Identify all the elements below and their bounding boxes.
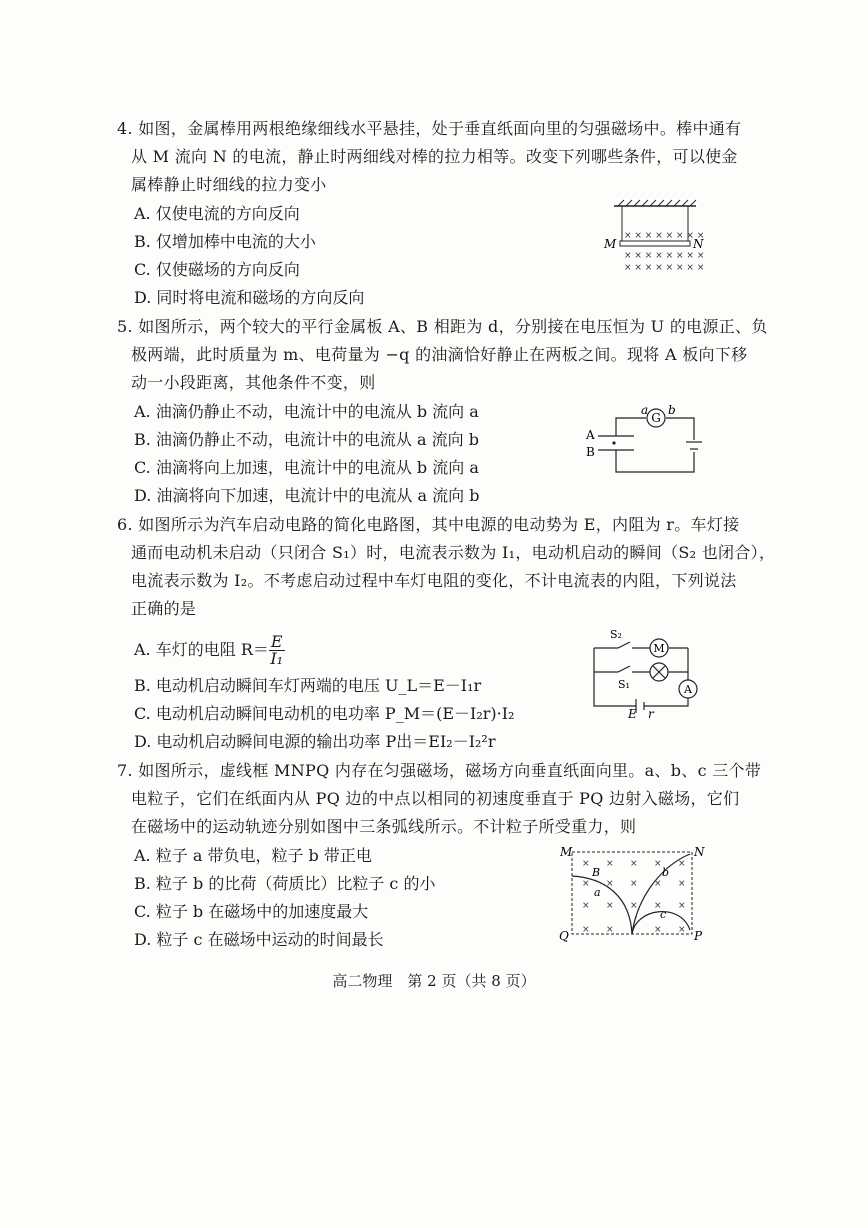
q4-line-1: 4. 如图，金属棒用两根绝缘细线水平悬挂，处于垂直纸面向里的匀强磁场中。棒中通有	[117, 119, 742, 138]
q7-figure-label-m: M	[560, 845, 573, 859]
svg-text:×: ×	[678, 879, 686, 889]
svg-text:×: ×	[606, 879, 614, 889]
q7-line-3: 在磁场中的运动轨迹分别如图中三条弧线所示。不计粒子所受重力，则	[131, 817, 637, 836]
q5-option-d: D. 油滴将向下加速，电流计中的电流从 a 流向 b	[134, 486, 480, 505]
q5-figure-label-a: a	[641, 403, 649, 417]
q5-figure-label-b: b	[668, 403, 676, 417]
q5-line-2: 极两端，此时质量为 m、电荷量为 −q 的油滴恰好静止在两板之间。现将 A 板向下移	[131, 345, 748, 364]
svg-text:×: ×	[678, 901, 686, 911]
q6-option-a-text: A. 车灯的电阻 R＝	[134, 640, 269, 659]
q4-figure-label-m: M	[604, 237, 617, 251]
q4-figure-label-n: N	[693, 237, 704, 251]
q6-figure-label-s1: S₁	[618, 678, 630, 691]
svg-text:× × × × × × × ×: × × × × × × × ×	[624, 231, 705, 241]
svg-text:×: ×	[630, 901, 638, 911]
q7-option-c: C. 粒子 b 在磁场中的加速度最大	[134, 902, 369, 921]
q4-magnetic-field-crosses	[624, 231, 704, 273]
svg-text:×: ×	[606, 925, 614, 935]
svg-text:×: ×	[606, 901, 614, 911]
svg-text:×: ×	[654, 859, 662, 869]
page-footer: 高二物理 第 2 页（共 8 页）	[332, 972, 536, 990]
q4-option-a: A. 仅使电流的方向反向	[134, 204, 300, 223]
q6-line-2: 通而电动机未启动（只闭合 S₁）时，电流表示数为 I₁，电动机启动的瞬间（S₂ 也闭合），	[131, 543, 776, 562]
q6-figure-label-ammeter: A	[684, 683, 692, 696]
svg-text:×: ×	[678, 925, 686, 935]
q7-figure-label-c: c	[660, 908, 667, 921]
q5-option-a: A. 油滴仍静止不动，电流计中的电流从 b 流向 a	[134, 402, 479, 421]
q7-line-1: 7. 如图所示，虚线框 MNPQ 内存在匀强磁场，磁场方向垂直纸面向里。a、b、c 三个带	[117, 761, 762, 780]
q7-figure-label-n: N	[694, 845, 705, 859]
q4-line-2: 从 M 流向 N 的电流，静止时两细线对棒的拉力相等。改变下列哪些条件，可以使金	[131, 147, 738, 166]
q7-option-d: D. 粒子 c 在磁场中运动的时间最长	[134, 930, 384, 949]
svg-text:×: ×	[582, 901, 590, 911]
q6-line-1: 6. 如图所示为汽车启动电路的简化电路图，其中电源的电动势为 E，内阻为 r。车灯接	[117, 515, 740, 534]
q7-figure-label-field-b: B	[592, 866, 601, 879]
q6-figure-label-s2: S₂	[610, 628, 622, 641]
svg-text:×: ×	[654, 925, 662, 935]
q7-figure-label-a: a	[594, 886, 601, 899]
q4-option-b: B. 仅增加棒中电流的大小	[134, 232, 316, 251]
q6-option-a-fraction	[269, 634, 285, 667]
q6-option-d: D. 电动机启动瞬间电源的输出功率 P出＝EI₂－I₂²r	[134, 732, 496, 751]
q6-figure-label-r: r	[648, 707, 654, 721]
q6-option-a-numerator: E	[270, 632, 283, 651]
q7-option-b: B. 粒子 b 的比荷（荷质比）比粒子 c 的小	[134, 874, 436, 893]
q6-figure-label-e: E	[628, 707, 637, 721]
svg-text:×: ×	[582, 879, 590, 889]
q5-line-1: 5. 如图所示，两个较大的平行金属板 A、B 相距为 d，分别接在电压恒为 U 的电源正、负	[117, 317, 768, 336]
svg-text:×: ×	[582, 925, 590, 935]
q6-option-c: C. 电动机启动瞬间电动机的电功率 P_M＝(E－I₂r)·I₂	[134, 704, 515, 723]
q5-line-3: 动一小段距离，其他条件不变，则	[131, 373, 376, 392]
q6-option-a-denominator: I₁	[270, 649, 284, 668]
q6-figure-label-m: M	[653, 642, 665, 655]
q7-figure-label-p: P	[694, 929, 703, 943]
q4-line-3: 属棒静止时细线的拉力变小	[131, 175, 327, 194]
q6-line-3: 电流表示数为 I₂。不考虑启动过程中车灯电阻的变化，不计电流表的内阻，下列说法	[131, 571, 737, 590]
svg-text:×: ×	[654, 879, 662, 889]
q4-figure	[600, 196, 710, 276]
svg-text:×: ×	[630, 859, 638, 869]
q6-figure	[588, 626, 713, 720]
q5-figure-label-g: G	[651, 411, 661, 425]
q7-figure	[556, 842, 712, 946]
q6-option-b: B. 电动机启动瞬间车灯两端的电压 U_L＝E－I₁r	[134, 676, 482, 695]
q7-figure-label-b: b	[662, 866, 670, 879]
svg-text:× × × × × × × ×: × × × × × × × ×	[624, 251, 705, 261]
q5-option-b: B. 油滴仍静止不动，电流计中的电流从 a 流向 b	[134, 430, 479, 449]
svg-text:×: ×	[678, 859, 686, 869]
q5-option-c: C. 油滴将向上加速，电流计中的电流从 b 流向 a	[134, 458, 479, 477]
q6-line-4: 正确的是	[131, 599, 197, 618]
q7-figure-label-q: Q	[559, 929, 569, 943]
svg-text:×: ×	[630, 879, 638, 889]
q7-option-a: A. 粒子 a 带负电，粒子 b 带正电	[134, 846, 372, 865]
q6-option-a	[134, 634, 285, 667]
q5-figure	[584, 404, 709, 476]
q4-option-c: C. 仅使磁场的方向反向	[134, 260, 300, 279]
q5-figure-label-plate-b: B	[586, 445, 595, 459]
svg-text:×: ×	[654, 901, 662, 911]
q4-option-d: D. 同时将电流和磁场的方向反向	[134, 288, 365, 307]
svg-text:×: ×	[606, 859, 614, 869]
q5-figure-label-plate-a: A	[586, 428, 595, 442]
svg-text:× × × × × × × ×: × × × × × × × ×	[624, 263, 705, 273]
svg-text:×: ×	[582, 859, 590, 869]
q7-line-2: 电粒子，它们在纸面内从 PQ 边的中点以相同的初速度垂直于 PQ 边射入磁场，它们	[131, 789, 740, 808]
